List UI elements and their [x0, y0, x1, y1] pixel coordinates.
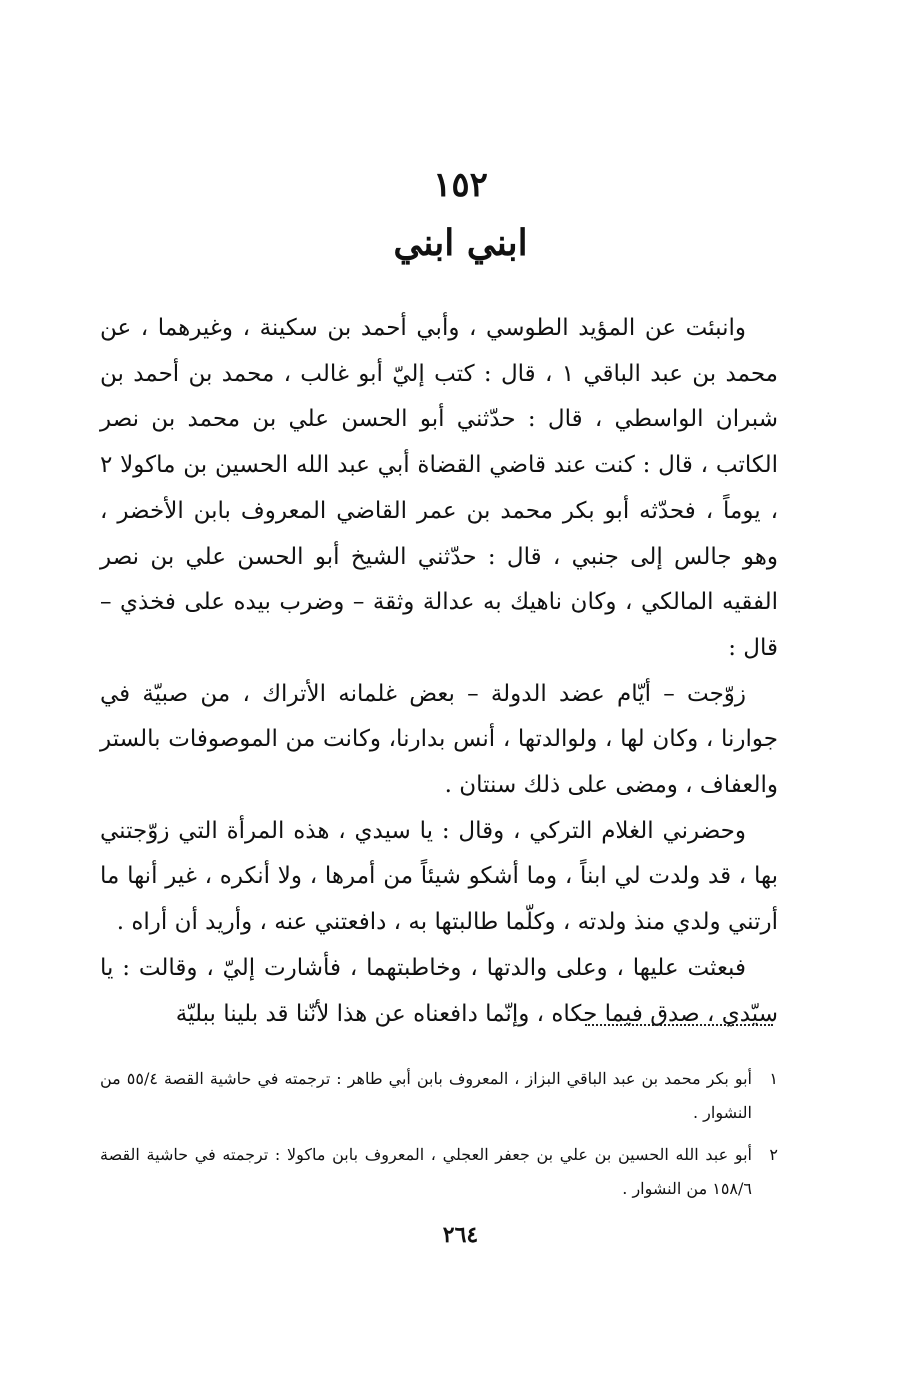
body-text: [100, 306, 778, 1037]
story-title: ابني ابني: [393, 222, 528, 264]
footnote-text: أبو بكر محمد بن عبد الباقي البزاز ، المعروف بابن أبي طاهر : ترجمته في حاشية القصة ٥٥/٤ من النشوار .: [100, 1069, 752, 1122]
footnote-number: ٢: [769, 1145, 778, 1164]
paragraph-4: فبعثت عليها ، وعلى والدتها ، وخاطبتهما ، فأشارت إليّ ، وقالت : يا سيّدي ، صدق فيما حكاه ، وإنّما دافعناه عن هذا لأنّنا قد بلينا ببليّة: [100, 954, 778, 1027]
footnote-1: [100, 1062, 778, 1130]
footnote-number: ١: [769, 1069, 778, 1088]
paragraph-1: وانبئت عن المؤيد الطوسي ، وأبي أحمد بن سكينة ، وغيرهما ، عن محمد بن عبد الباقي ١ ، قال : كتب إليّ أبو غالب ، محمد بن أحمد بن شبران الواسطي ، قال : حدّثني أبو الحسن علي بن محمد بن نصر الكاتب ، قال : كنت عند قاضي القضاة أبي عبد الله الحسين بن ماكولا ٢ ، يوماً ، فحدّثه أبو بكر محمد بن عمر القاضي المعروف بابن الأخضر ، وهو جالس إلى جنبي ، قال : حدّثني الشيخ أبو الحسن علي بن نصر الفقيه المالكي ، وكان ناهيك به عدالة وثقة – وضرب بيده على فخذي – قال :: [100, 315, 778, 661]
story-number: ١٥٢: [433, 165, 488, 205]
paragraph-2: زوّجت – أيّام عضد الدولة – بعض غلمانه الأتراك ، من صبيّة في جوارنا ، وكان لها ، ولوالدتها ، أنس بدارنا، وكانت من الموصوفات بالستر والعفاف ، ومضى على ذلك سنتان .: [100, 680, 778, 799]
footnote-text: أبو عبد الله الحسين بن علي بن جعفر العجلي ، المعروف بابن ماكولا : ترجمته في حاشية القصة ١٥٨/٦ من النشوار .: [100, 1145, 752, 1198]
footnote-2: [100, 1138, 778, 1206]
paragraph-3: وحضرني الغلام التركي ، وقال : يا سيدي ، هذه المرأة التي زوّجتني بها ، قد ولدت لي ابناً ، وما أشكو شيئاً من أمرها ، ولا أنكره ، غير أنها ما أرتني ولدي منذ ولدته ، وكلّما طالبتها به ، دافعتني عنه ، وأريد أن أراه .: [100, 817, 778, 936]
footnote-divider: [585, 1024, 773, 1026]
footnotes: [100, 1062, 778, 1214]
page-number: ٢٦٤: [442, 1222, 479, 1248]
